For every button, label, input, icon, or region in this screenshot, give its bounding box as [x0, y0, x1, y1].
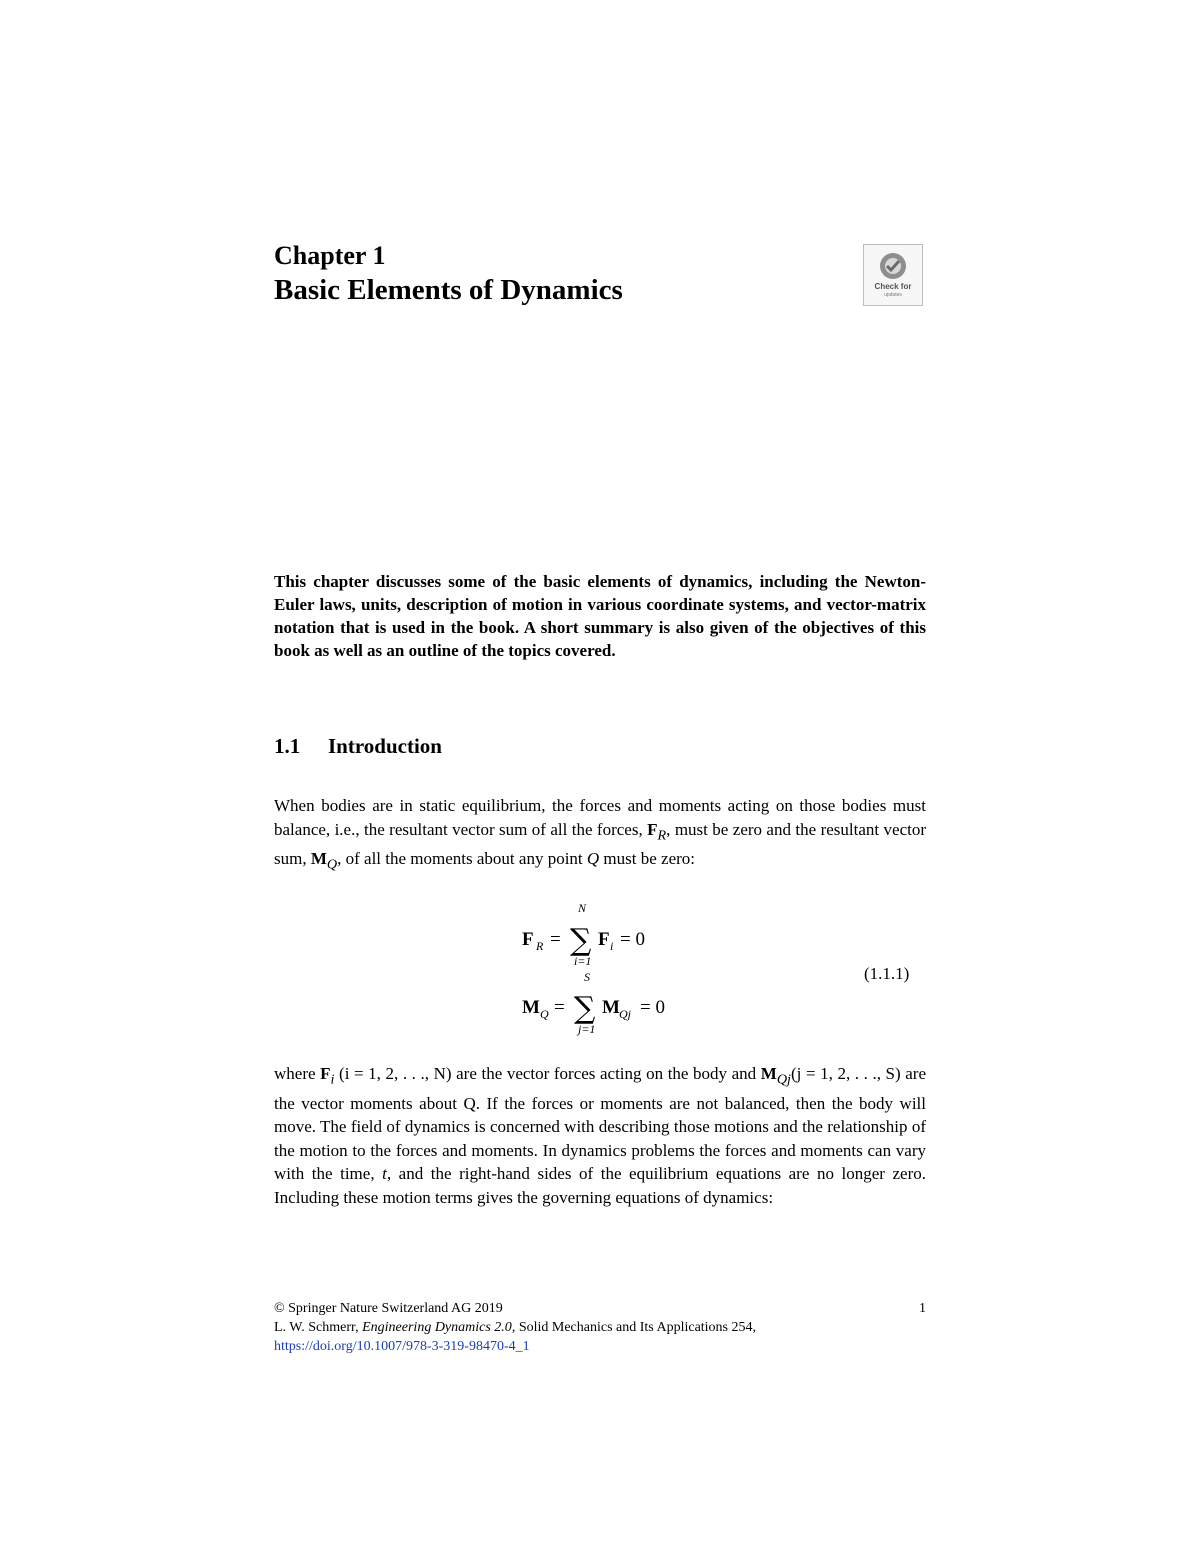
eq2-equals: =: [554, 997, 565, 1018]
eq2-lhs-sub: Q: [540, 1007, 549, 1021]
citation-author: L. W. Schmerr,: [274, 1320, 363, 1335]
eq1-upper: N: [578, 901, 587, 915]
text-run: , must be zero and the resultant vector sum,: [274, 819, 926, 869]
section-heading: [274, 734, 442, 759]
text-run: (j = 1, 2, . . ., S) are the vector moments about Q. If the forces or moments are not balanced, then the body will move. The field of dynamics is concerned with describing those motions and the relationship of the motion to the forces and moments. In dynamics problems the forces and moments can vary with the time,: [274, 1064, 927, 1184]
text-run: , of all the moments about any point: [337, 849, 587, 869]
eq1-lhs: F: [522, 929, 534, 950]
eq1-sigma: ∑: [570, 923, 592, 958]
chapter-title: Basic Elements of Dynamics: [274, 274, 623, 306]
chapter-abstract: This chapter discusses some of the basic elements of dynamics, including the Newton-Euler laws, units, description of motion in various coordinate systems, and vector-matrix notation that is used in the book. A short summary is also given of the objectives of this book as well as an outline of the topics covered.: [274, 572, 926, 660]
eq2-sigma: ∑: [574, 991, 596, 1026]
eq2-term-sub: Qj: [619, 1007, 631, 1021]
citation-rest: , Solid Mechanics and Its Applications 254,: [511, 1320, 757, 1335]
text-run: where: [274, 1064, 321, 1083]
chapter-label: Chapter 1: [274, 241, 386, 270]
page-number: 1: [919, 1301, 926, 1316]
chapter-heading: [274, 240, 623, 308]
symbol-fr-sub: R: [657, 826, 667, 843]
eq2-upper: S: [584, 970, 590, 984]
page-footer: [274, 1299, 926, 1356]
eq2-lhs: M: [522, 997, 540, 1018]
section-title: Introduction: [328, 734, 442, 758]
citation-line: [274, 1318, 926, 1337]
check-for-updates-badge[interactable]: [863, 244, 923, 306]
text-run: , and the right-hand sides of the equilibrium equations are no longer zero. Including these motion terms gives the governing equations of dynamics:: [274, 1164, 926, 1207]
footer-row: [274, 1299, 926, 1318]
equation-1-1-1: [500, 895, 926, 1045]
citation-title: Engineering Dynamics 2.0: [362, 1320, 512, 1335]
symbol-mq: M: [310, 849, 327, 869]
eq1-term: F: [598, 929, 610, 950]
eq1-lower: i=1: [574, 954, 592, 968]
eq1-term-sub: i: [610, 939, 614, 953]
symbol-mqj-sub: Qj: [776, 1071, 791, 1088]
eq2-rhs: = 0: [640, 997, 665, 1018]
text-run: must be zero:: [599, 849, 696, 869]
symbol-fr: F: [647, 819, 658, 839]
text-run: When bodies are in static equilibrium, the forces and moments acting on those bodies must balance, i.e., the resultant vector sum of all the forces,: [274, 796, 926, 839]
intro-paragraph-2: [274, 1062, 926, 1209]
check-updates-icon: [876, 251, 910, 281]
badge-label: Check for: [874, 282, 912, 291]
text-run: (i = 1, 2, . . ., N) are the vector forces acting on the body and: [334, 1064, 761, 1083]
symbol-mqj: M: [760, 1064, 777, 1083]
eq2-term: M: [602, 997, 620, 1018]
equation-number: (1.1.1): [864, 964, 910, 983]
intro-paragraph-1: [274, 794, 926, 877]
badge-sublabel: updates: [884, 292, 902, 298]
symbol-mq-sub: Q: [326, 856, 338, 873]
symbol-t: t: [382, 1164, 387, 1184]
eq1-rhs: = 0: [620, 929, 645, 950]
symbol-q: Q: [586, 849, 600, 869]
symbol-fi-sub: i: [330, 1071, 335, 1088]
eq1-lhs-sub: R: [536, 939, 544, 953]
doi-link[interactable]: https://doi.org/10.1007/978-3-319-98470-4_1: [274, 1339, 530, 1354]
section-number: 1.1: [274, 734, 301, 758]
copyright-line: © Springer Nature Switzerland AG 2019: [274, 1301, 503, 1316]
symbol-fi: F: [320, 1064, 331, 1083]
eq2-lower: j=1: [578, 1022, 596, 1036]
eq1-equals: =: [550, 929, 561, 950]
